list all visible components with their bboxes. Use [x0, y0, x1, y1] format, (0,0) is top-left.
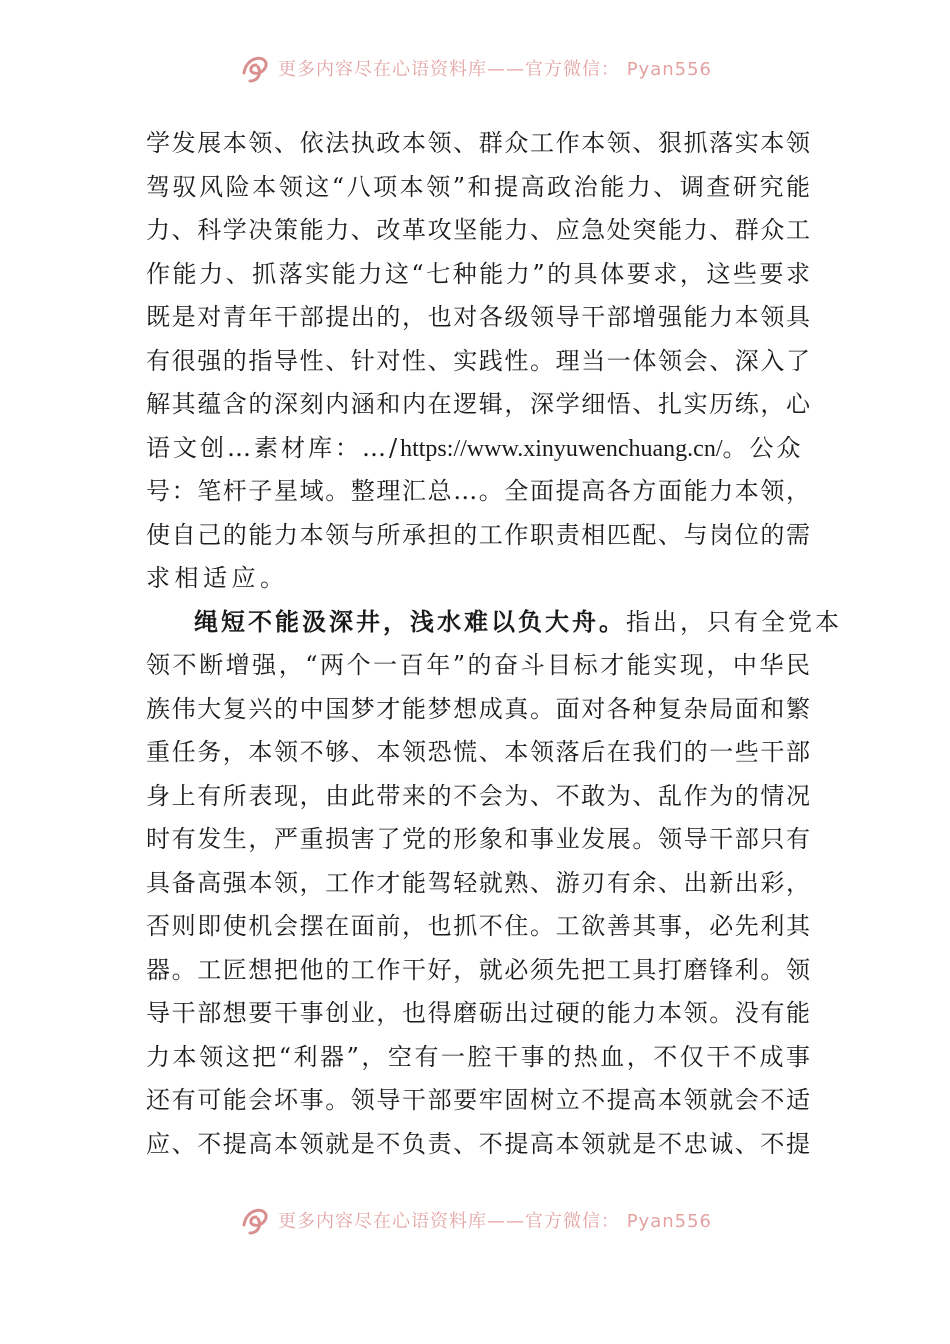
text-line: 学发展本领、依法执政本领、群众工作本领、狠抓落实本领 [146, 129, 810, 157]
text-line: 力、科学决策能力、改革攻坚能力、应急处突能力、群众工 [146, 216, 810, 244]
footer-watermark-text: 更多内容尽在心语资料库——官方微信： Pyan556 [277, 1211, 713, 1232]
source-url: https://www.xinyuwenchuang.cn/ [400, 435, 723, 462]
text-line [146, 601, 842, 645]
text-line: 时有发生，严重损害了党的形象和事业发展。领导干部只有 [146, 825, 810, 853]
text-line: 领不断增强，“两个一百年”的奋斗目标才能实现，中华民 [146, 651, 810, 679]
text-line: 求相适应。 [146, 564, 289, 592]
text-line: 身上有所表现，由此带来的不会为、不敢为、乱作为的情况 [146, 781, 810, 810]
text-line: 有很强的指导性、针对性、实践性。理当一体领会、深入了 [146, 346, 810, 375]
footer-watermark [0, 1200, 950, 1240]
header-watermark-text: 更多内容尽在心语资料库——官方微信： Pyan556 [277, 59, 713, 80]
paragraph-2 [146, 601, 842, 1167]
text-line: 导干部想要干事创业，也得磨砺出过硬的能力本领。没有能 [146, 999, 810, 1027]
text-line: 力本领这把“利器”，空有一腔干事的热血，不仅干不成事 [146, 1042, 810, 1071]
paragraph-lead: 绳短不能汲深井，浅水难以负大舟。 [194, 607, 626, 636]
text-line: 号：笔杆子星域。整理汇总…。全面提高各方面能力本领， [146, 477, 810, 505]
text-line: 解其蕴含的深刻内涵和内在逻辑，深学细悟、扎实历练，心 [146, 390, 810, 418]
paragraph-1 [146, 122, 810, 601]
text-line: 驾驭风险本领这“八项本领”和提高政治能力、调查研究能 [146, 172, 810, 201]
document-body [146, 122, 842, 1166]
text-line: 作能力、抓落实能力这“七种能力”的具体要求，这些要求 [146, 259, 810, 288]
text-line-segment: 指出，只有全党本 [626, 607, 842, 636]
text-line-segment: 语文创…素材库：…/ [146, 433, 401, 462]
text-line: 族伟大复兴的中国梦才能梦想成真。面对各种复杂局面和繁 [146, 694, 810, 723]
text-line: 具备高强本领，工作才能驾轻就熟、游刃有余、出新出彩， [146, 868, 810, 897]
text-line: 应、不提高本领就是不负责、不提高本领就是不忠诚、不提 [146, 1129, 810, 1158]
text-line: 器。工匠想把他的工作干好，就必须先把工具打磨锋利。领 [146, 955, 810, 984]
text-line: 否则即使机会摆在面前，也抓不住。工欲善其事，必先利其 [146, 912, 810, 940]
logo-icon [238, 51, 272, 85]
text-line: 使自己的能力本领与所承担的工作职责相匹配、与岗位的需 [146, 520, 810, 549]
text-line-segment: 。公众 [722, 433, 804, 462]
logo-icon [238, 1203, 272, 1237]
text-line: 还有可能会坏事。领导干部要牢固树立不提高本领就会不适 [146, 1086, 810, 1114]
text-line: 重任务，本领不够、本领恐慌、本领落后在我们的一些干部 [146, 738, 810, 766]
header-watermark [0, 48, 950, 88]
text-line: 既是对青年干部提出的，也对各级领导干部增强能力本领具 [146, 303, 810, 331]
text-line [146, 427, 810, 471]
